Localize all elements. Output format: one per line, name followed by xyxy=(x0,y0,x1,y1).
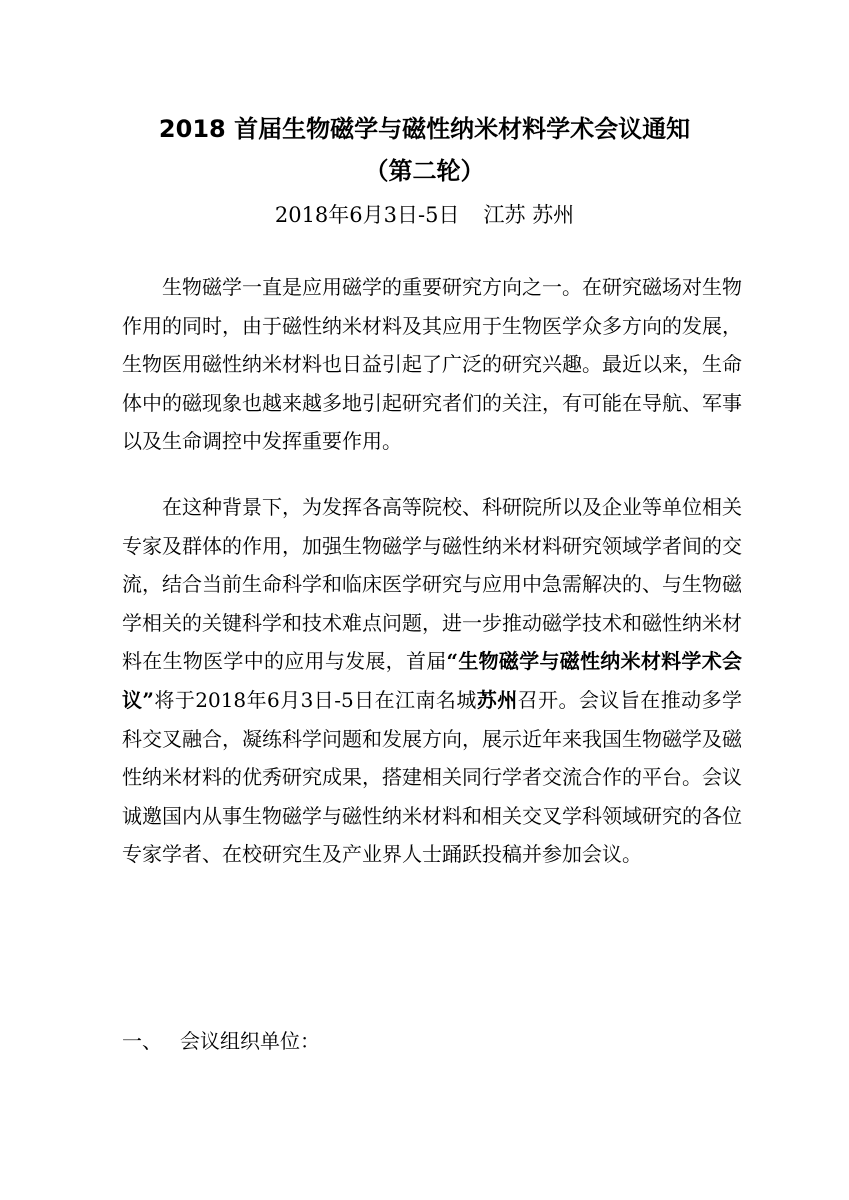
document-round-label: （第二轮） xyxy=(364,157,485,185)
document-title: 2018 首届生物磁学与磁性纳米材料学术会议通知 xyxy=(158,115,691,143)
conference-location: 江苏 苏州 xyxy=(483,203,575,227)
paragraph-text: 召开。会议旨在推动多学科交叉融合，凝练科学问题和发展方向，展示近年来我国生物磁学及磁性纳米材料的优秀研究成果，搭建相关同行学者交流合作的平台。会议诚邀国内从事生物磁学与磁性纳米材料和相关交叉学科领域研究的各位专家学者、在校研究生及产业界人士踊跃投稿并参加会议。 xyxy=(122,687,742,867)
section-title: 会议组织单位： xyxy=(180,1029,320,1053)
conference-name: “生物磁学与磁性纳米材料学术会议” xyxy=(122,649,742,712)
paragraph-text: 将于2018年6月3日-5日在江南名城 xyxy=(153,687,477,712)
background-paragraph xyxy=(122,488,742,874)
conference-city: 苏州 xyxy=(476,687,518,712)
paragraph-text: 在这种背景下，为发挥各高等院校、科研院所以及企业等单位相关专家及群体的作用，加强生物磁学与磁性纳米材料研究领域学者间的交流，结合当前生命科学和临床医学研究与应用中急需解决的、与生物磁学相关的关键科学和技术难点问题，进一步推动磁学技术和磁性纳米材料在生物医学中的应用与发展，首届 xyxy=(122,495,742,674)
intro-paragraph: 生物磁学一直是应用磁学的重要研究方向之一。在研究磁场对生物作用的同时，由于磁性纳米材料及其应用于生物医学众多方向的发展，生物医用磁性纳米材料也日益引起了广泛的研究兴趣。最近以来，生命体中的磁现象也越来越多地引起研究者们的关注，有可能在导航、军事以及生命调控中发挥重要作用。 xyxy=(122,275,742,454)
date-location-line xyxy=(0,200,849,230)
section-number: 一、 xyxy=(122,1029,162,1053)
conference-date: 2018年6月3日-5日 xyxy=(274,203,460,227)
section-heading-organizers xyxy=(122,1024,320,1058)
